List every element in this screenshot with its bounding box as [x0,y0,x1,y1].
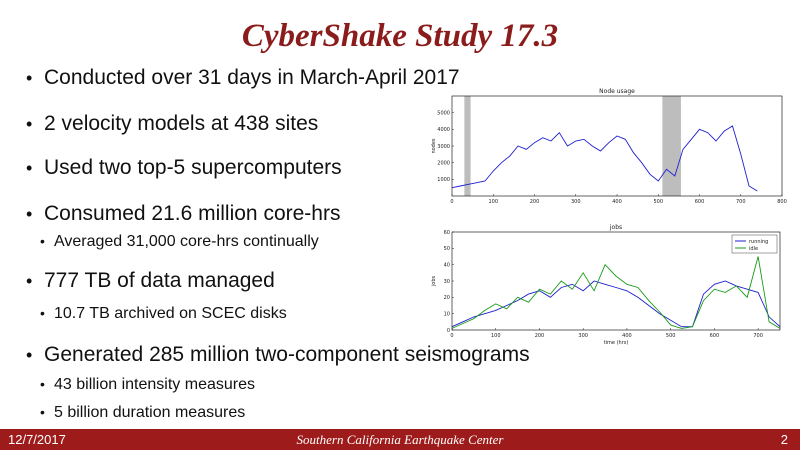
legend-label: idle [749,246,759,252]
sub-bullet-text: Averaged 31,000 core-hrs continually [54,233,319,250]
sub-bullet-item [40,376,255,394]
bullet-icon: • [40,404,45,420]
bullet-icon: • [26,114,33,134]
sub-bullet-text: 10.7 TB archived on SCEC disks [54,305,287,322]
x-tick-label: 500 [665,333,676,339]
footer-bar [0,429,800,450]
series-line-idle [452,257,780,329]
x-tick-label: 0 [450,199,454,205]
plot-frame [452,232,780,330]
plot-frame [452,96,782,196]
sub-bullet-item [40,233,319,251]
bullet-item [26,156,342,180]
bullet-text: 777 TB of data managed [44,269,275,292]
x-tick-label: 300 [570,199,581,205]
shaded-region [662,96,681,196]
y-tick-label: 40 [443,262,450,269]
y-tick-label: 1000 [437,177,450,184]
bullet-icon: • [26,158,33,178]
y-axis-label: nodes [431,138,437,154]
x-tick-label: 700 [753,333,763,339]
x-tick-label: 200 [529,199,540,205]
chart-title: jobs [609,224,623,231]
x-tick-label: 500 [653,199,664,205]
series-line-series [452,126,757,191]
bullet-text: Used two top-5 supercomputers [44,156,342,179]
footer-date: 12/7/2017 [8,432,66,447]
y-tick-label: 30 [443,278,450,285]
page-number: 2 [780,432,788,447]
bullet-icon: • [26,271,33,291]
chart-title: Node usage [599,88,635,95]
bullet-icon: • [26,204,33,224]
bullet-text: Consumed 21.6 million core-hrs [44,202,341,225]
x-tick-label: 700 [735,199,746,205]
sub-bullet-item [40,404,245,422]
sub-bullet-text: 5 billion duration measures [54,404,246,421]
bullet-item [26,202,340,226]
x-tick-label: 100 [490,333,501,339]
slide-title: CyberShake Study 17.3 [241,18,559,54]
bullet-icon: • [40,305,45,321]
bullet-item [26,269,275,293]
jobs-chart [428,222,788,350]
x-tick-label: 0 [450,333,454,339]
y-tick-label: 50 [443,246,450,253]
y-tick-label: 5000 [437,110,450,117]
x-tick-label: 300 [578,333,588,339]
bullet-icon: • [40,376,45,392]
series-line-running [452,281,780,327]
bullet-text: 2 velocity models at 438 sites [44,112,319,135]
y-tick-label: 3000 [437,143,450,150]
bullet-icon: • [26,345,33,365]
bullet-icon: • [40,233,45,249]
x-tick-label: 200 [534,333,545,339]
y-tick-label: 2000 [437,160,450,167]
x-tick-label: 100 [488,199,499,205]
y-tick-label: 0 [446,327,450,334]
x-tick-label: 400 [622,333,632,339]
legend-label: running [749,239,769,245]
bullet-text: Conducted over 31 days in March-April 2017 [44,66,460,89]
bullet-item [26,66,460,90]
sub-bullet-text: 43 billion intensity measures [54,376,255,393]
y-axis-label: jobs [431,275,437,287]
y-tick-label: 10 [443,311,450,318]
bullet-text: Generated 285 million two-component seismograms [44,343,530,366]
bullet-item [26,112,318,136]
x-tick-label: 400 [612,199,622,205]
node-usage-chart [420,88,790,210]
sub-bullet-item [40,305,287,323]
x-tick-label: 600 [694,199,705,205]
y-tick-label: 4000 [437,127,450,134]
bullet-icon: • [26,68,33,88]
x-axis-label: time (hrs) [603,340,629,346]
y-tick-label: 20 [443,295,450,302]
footer-organization: Southern California Earthquake Center [296,432,504,447]
y-tick-label: 60 [443,229,450,236]
shaded-region [464,96,470,196]
x-tick-label: 800 [777,199,787,205]
x-tick-label: 600 [709,333,720,339]
